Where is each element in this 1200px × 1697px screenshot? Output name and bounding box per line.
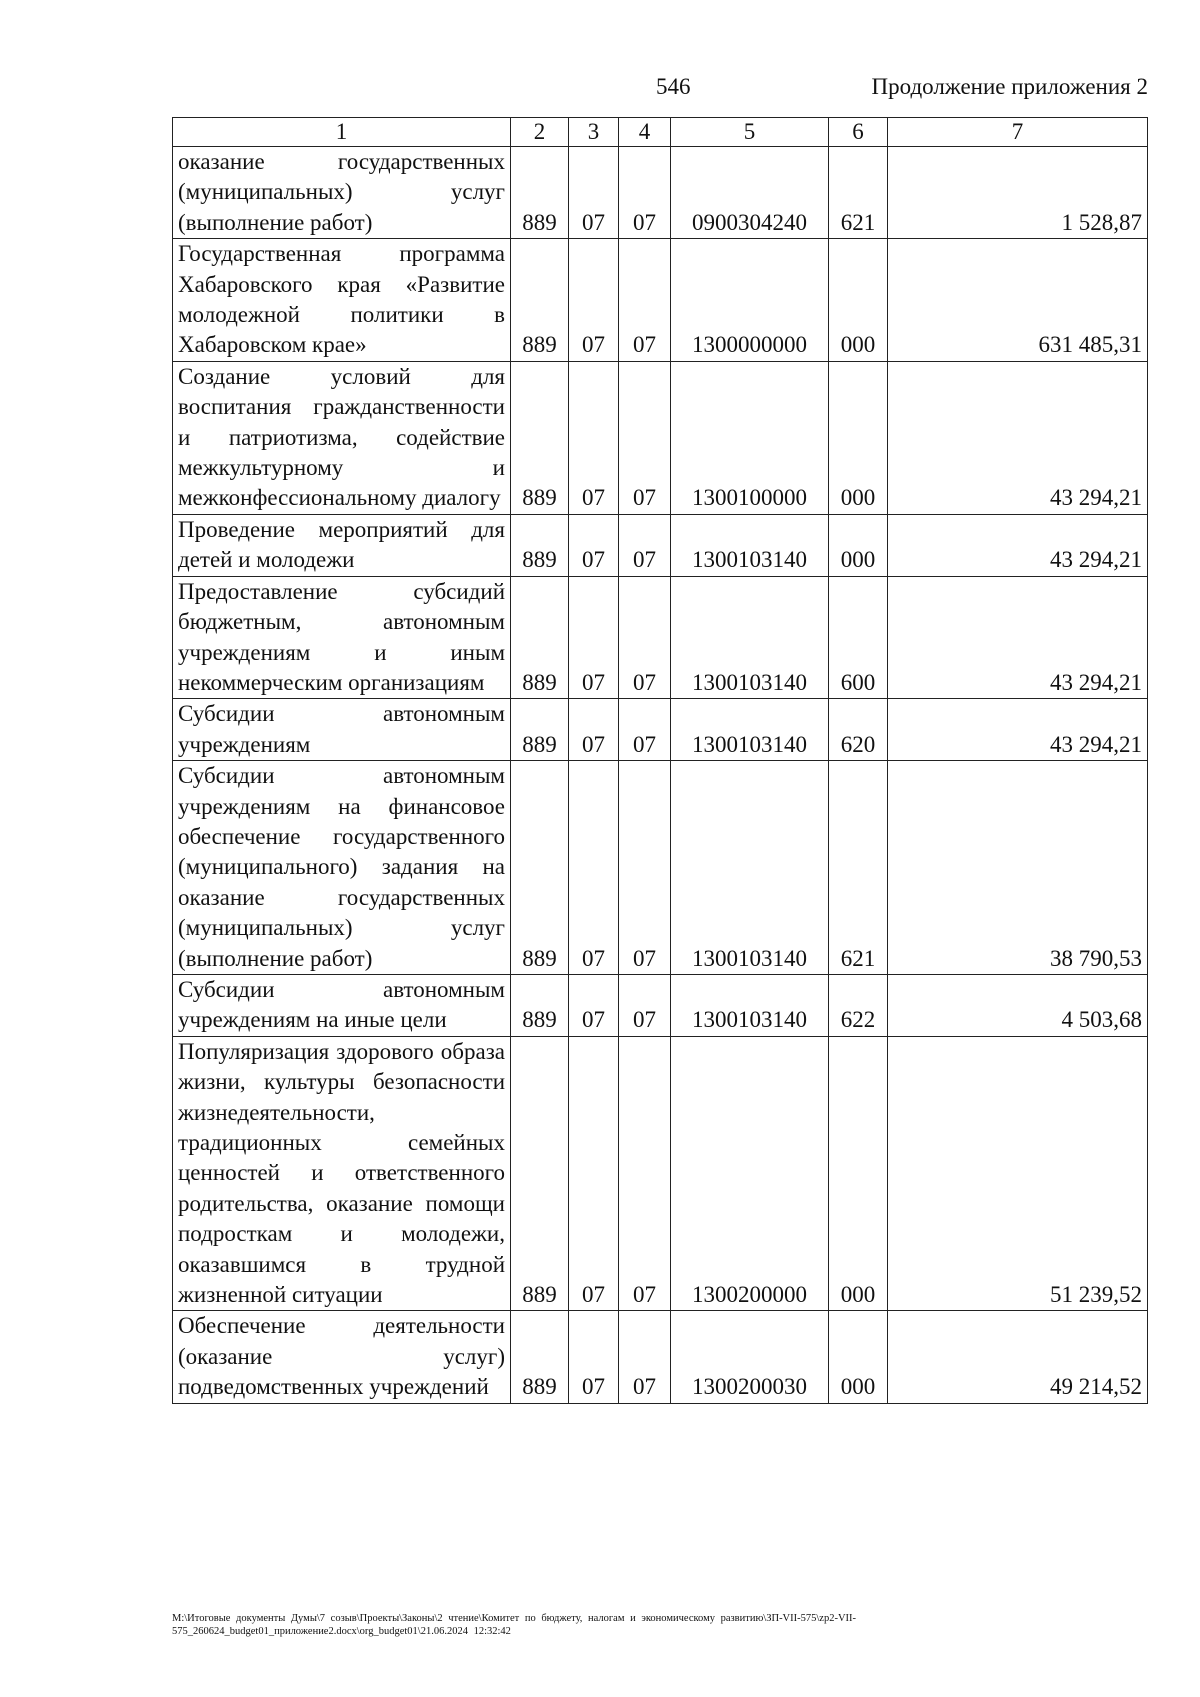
table-row xyxy=(173,761,1148,975)
row-rz: 07 xyxy=(569,1311,619,1403)
row-ved: 889 xyxy=(511,576,569,699)
row-name: Популяризация здорового образа жизни, культуры безопасности жизнедеятельности, традиционных семейных ценностей и ответственного родительства, оказание помощи подросткам и молодежи, оказавшимся в трудной жизненной ситуации xyxy=(173,1036,511,1311)
row-sum: 49 214,52 xyxy=(888,1311,1148,1403)
row-rz: 07 xyxy=(569,514,619,576)
row-name: Обеспечение деятельности (оказание услуг) подведомственных учреждений xyxy=(173,1311,511,1403)
row-sum: 43 294,21 xyxy=(888,361,1148,514)
row-sum: 43 294,21 xyxy=(888,699,1148,761)
table-row xyxy=(173,699,1148,761)
row-rz: 07 xyxy=(569,699,619,761)
row-sum: 1 528,87 xyxy=(888,147,1148,239)
column-header: 2 xyxy=(511,118,569,147)
row-sum: 43 294,21 xyxy=(888,576,1148,699)
row-sum: 4 503,68 xyxy=(888,974,1148,1036)
row-pr: 07 xyxy=(619,1311,671,1403)
table-row xyxy=(173,1311,1148,1403)
row-ved: 889 xyxy=(511,361,569,514)
table-row xyxy=(173,514,1148,576)
row-sum: 631 485,31 xyxy=(888,239,1148,362)
table-row xyxy=(173,576,1148,699)
row-csr: 0900304240 xyxy=(671,147,829,239)
row-pr: 07 xyxy=(619,699,671,761)
row-vr: 000 xyxy=(829,239,888,362)
file-path-footer: M:\Итоговые документы Думы\7 созыв\Проекты\Законы\2 чтение\Комитет по бюджету, налогам и экономическому развитию\ЗП-VII-575\zp2-VII-575_260624_budget01_приложение2.docx\org_budget01\21.06.2024 12:32:42 xyxy=(172,1613,857,1637)
row-rz: 07 xyxy=(569,761,619,975)
row-vr: 600 xyxy=(829,576,888,699)
page-number: 546 xyxy=(656,74,691,99)
row-ved: 889 xyxy=(511,699,569,761)
row-pr: 07 xyxy=(619,147,671,239)
row-vr: 000 xyxy=(829,361,888,514)
column-number-row xyxy=(173,118,1148,147)
row-name: Субсидии автономным учреждениям xyxy=(173,699,511,761)
row-name: Создание условий для воспитания гражданственности и патриотизма, содействие межкультурному и межконфессиональному диалогу xyxy=(173,361,511,514)
row-pr: 07 xyxy=(619,576,671,699)
table-row xyxy=(173,361,1148,514)
row-name: Субсидии автономным учреждениям на финансовое обеспечение государственного (муниципального) задания на оказание государственных (муниципальных) услуг (выполнение работ) xyxy=(173,761,511,975)
row-ved: 889 xyxy=(511,147,569,239)
row-pr: 07 xyxy=(619,1036,671,1311)
continuation-caption: Продолжение приложения 2 xyxy=(871,74,1148,99)
table-row xyxy=(173,239,1148,362)
row-sum: 43 294,21 xyxy=(888,514,1148,576)
row-sum: 38 790,53 xyxy=(888,761,1148,975)
row-sum: 51 239,52 xyxy=(888,1036,1148,1311)
column-header: 3 xyxy=(569,118,619,147)
row-csr: 1300103140 xyxy=(671,514,829,576)
row-ved: 889 xyxy=(511,1311,569,1403)
row-vr: 622 xyxy=(829,974,888,1036)
row-rz: 07 xyxy=(569,576,619,699)
table-row xyxy=(173,147,1148,239)
row-ved: 889 xyxy=(511,239,569,362)
row-vr: 000 xyxy=(829,514,888,576)
row-rz: 07 xyxy=(569,974,619,1036)
column-header: 4 xyxy=(619,118,671,147)
row-ved: 889 xyxy=(511,514,569,576)
row-rz: 07 xyxy=(569,1036,619,1311)
row-vr: 000 xyxy=(829,1036,888,1311)
row-csr: 1300103140 xyxy=(671,974,829,1036)
row-name: Предоставление субсидий бюджетным, автономным учреждениям и иным некоммерческим организациям xyxy=(173,576,511,699)
row-name: Государственная программа Хабаровского края «Развитие молодежной политики в Хабаровском крае» xyxy=(173,239,511,362)
row-csr: 1300200030 xyxy=(671,1311,829,1403)
row-vr: 621 xyxy=(829,147,888,239)
row-csr: 1300200000 xyxy=(671,1036,829,1311)
row-csr: 1300103140 xyxy=(671,761,829,975)
row-name: Субсидии автономным учреждениям на иные цели xyxy=(173,974,511,1036)
row-rz: 07 xyxy=(569,361,619,514)
row-pr: 07 xyxy=(619,761,671,975)
row-ved: 889 xyxy=(511,974,569,1036)
row-vr: 620 xyxy=(829,699,888,761)
row-ved: 889 xyxy=(511,1036,569,1311)
row-pr: 07 xyxy=(619,239,671,362)
row-pr: 07 xyxy=(619,974,671,1036)
budget-table xyxy=(172,117,1148,1404)
column-header: 7 xyxy=(888,118,1148,147)
row-csr: 1300103140 xyxy=(671,699,829,761)
row-ved: 889 xyxy=(511,761,569,975)
row-pr: 07 xyxy=(619,361,671,514)
row-csr: 1300100000 xyxy=(671,361,829,514)
row-name: оказание государственных (муниципальных) услуг (выполнение работ) xyxy=(173,147,511,239)
row-vr: 621 xyxy=(829,761,888,975)
row-csr: 1300103140 xyxy=(671,576,829,699)
column-header: 5 xyxy=(671,118,829,147)
table-row xyxy=(173,974,1148,1036)
row-pr: 07 xyxy=(619,514,671,576)
row-csr: 1300000000 xyxy=(671,239,829,362)
column-header: 1 xyxy=(173,118,511,147)
row-rz: 07 xyxy=(569,239,619,362)
row-rz: 07 xyxy=(569,147,619,239)
table-row xyxy=(173,1036,1148,1311)
column-header: 6 xyxy=(829,118,888,147)
row-vr: 000 xyxy=(829,1311,888,1403)
row-name: Проведение мероприятий для детей и молодежи xyxy=(173,514,511,576)
